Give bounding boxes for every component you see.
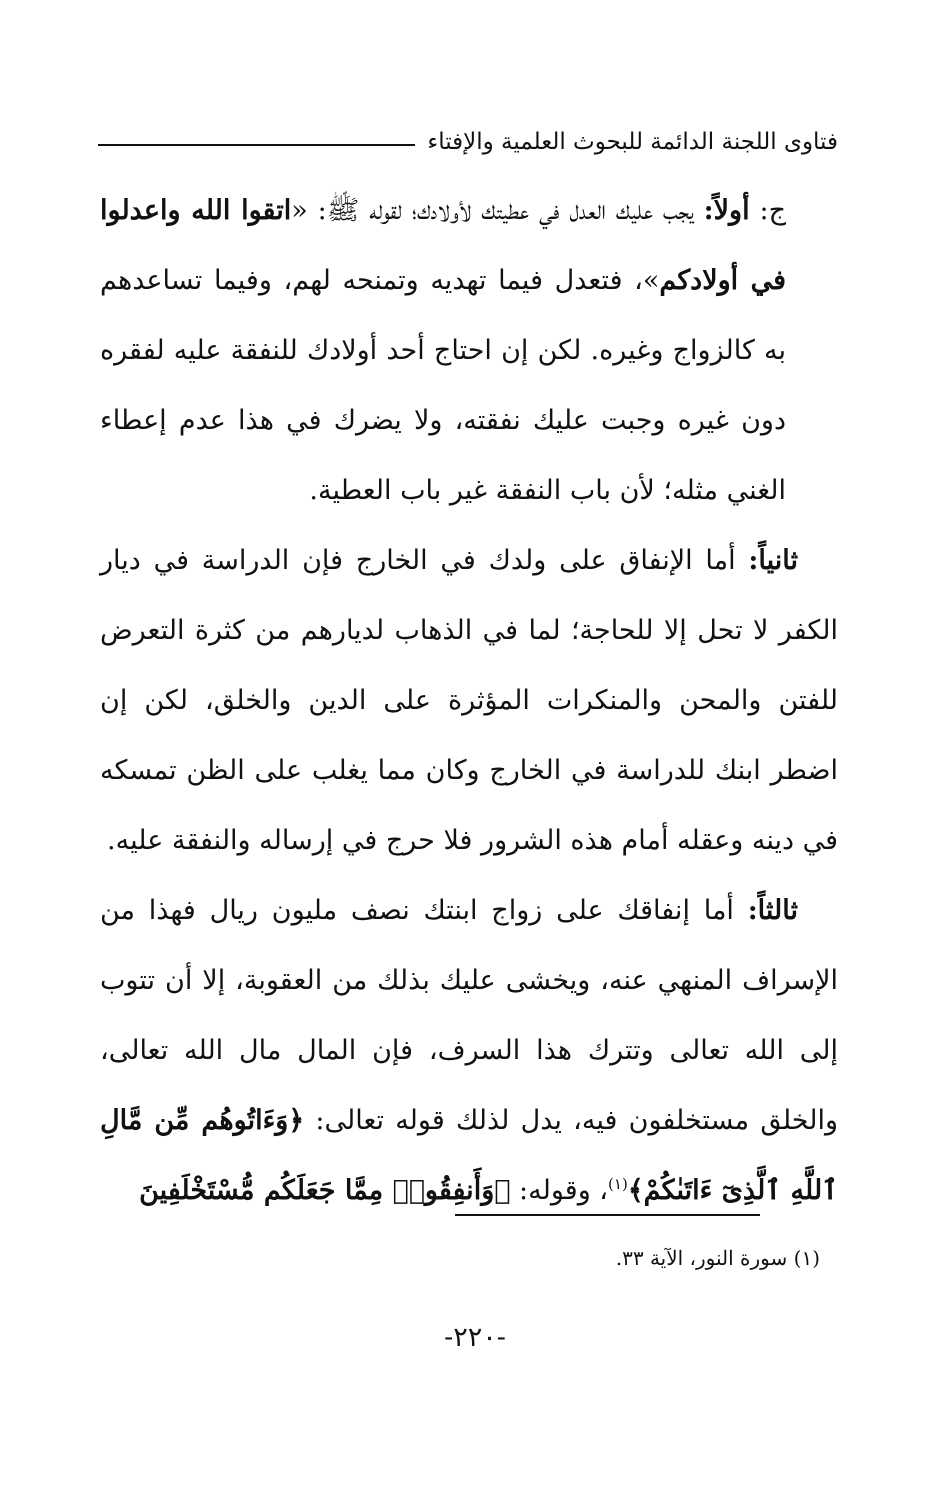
point-label-second: ثانياً:	[748, 545, 798, 576]
point-label-first: أولاً:	[703, 195, 750, 226]
running-header	[98, 120, 838, 164]
footnote-separator	[455, 1214, 760, 1216]
page-number: -٢٢٠-	[444, 1322, 506, 1353]
paragraph-text: يجب عليك العدل في عطيتك لأولادك؛ لقوله ﷺ: «	[291, 195, 704, 226]
quran-verse-2: ﴿وَأَنفِقُوا۟ مِمَّا جَعَلَكُم مُّسْتَخْلَفِينَ	[139, 1175, 511, 1206]
paragraph-second	[100, 526, 838, 876]
paragraph-third	[100, 876, 838, 1226]
header-title: فتاوى اللجنة الدائمة للبحوث العلمية والإفتاء	[427, 129, 838, 155]
paragraph-text: أما إنفاقك على زواج ابنتك نصف مليون ريال فهذا من الإسراف المنهي عنه، ويخشى عليك بذلك من العقوبة، إلا أن تتوب إلى الله تعالى وتترك هذا السرف، فإن المال مال الله تعالى، والخلق مستخلفون فيه، يدل لذلك قوله تعالى:	[100, 895, 838, 1136]
header-rule	[98, 144, 415, 146]
paragraph-answer-first	[100, 176, 838, 526]
point-label-third: ثالثاً:	[747, 895, 798, 926]
footnote-reference[interactable]: (١)	[608, 1175, 628, 1193]
quran-verse-1: ﴿وَءَاتُوهُم مِّن مَّالِ ٱللَّهِ ٱلَّذِىٓ ءَاتَىٰكُمْ﴾	[100, 1105, 838, 1206]
answer-prefix: ج:	[749, 195, 787, 226]
body-text	[100, 176, 838, 1226]
hadith-quote: اتقوا الله واعدلوا في أولادكم	[100, 195, 786, 296]
paragraph-text: أما الإنفاق على ولدك في الخارج فإن الدراسة في ديار الكفر لا تحل إلا للحاجة؛ لما في الذهاب لديارهم من كثرة التعرض للفتن والمحن والمنكرات المؤثرة على الدين والخلق، لكن إن اضطر ابنك للدراسة في الخارج وكان مما يغلب على الظن تمسكه في دينه وعقله أمام هذه الشرور فلا حرج في إرساله والنفقة عليه.	[100, 545, 838, 856]
paragraph-text: »، فتعدل فيما تهديه وتمنحه لهم، وفيما تساعدهم به كالزواج وغيره. لكن إن احتاج أحد أولادك للنفقة عليه لفقره دون غيره وجبت عليك نفقته، ولا يضرك في هذا عدم إعطاء الغني مثله؛ لأن باب النفقة غير باب العطية.	[100, 265, 786, 506]
paragraph-text: ، وقوله:	[510, 1175, 609, 1206]
footnote: (١) سورة النور، الآية ٣٣.	[615, 1246, 820, 1270]
